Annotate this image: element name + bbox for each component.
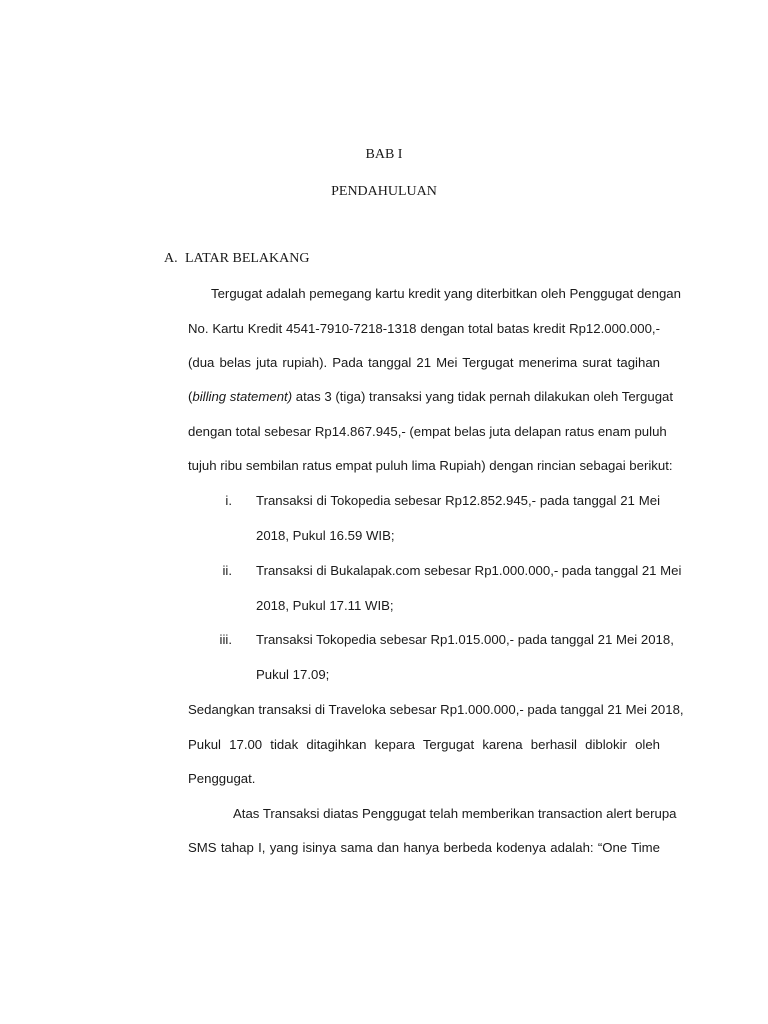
section-letter: A. [164,251,178,266]
item-1-numeral: i. [225,493,232,508]
item-2-numeral: ii. [222,563,232,578]
item-3-line2: Pukul 17.09; [256,667,330,682]
para2-line2: Pukul 17.00 tidak ditagihkan kepara Tergugat karena berhasil diblokir oleh [188,737,660,752]
billing-statement-italic: billing statement) [192,389,293,404]
chapter-title: PENDAHULUAN [331,184,437,199]
item-2-line1: Transaksi di Bukalapak.com sebesar Rp1.000.000,- pada tanggal 21 Mei [256,563,682,578]
para1-line6: tujuh ribu sembilan ratus empat puluh lima Rupiah) dengan rincian sebagai berikut: [188,458,673,473]
item-1-line2: 2018, Pukul 16.59 WIB; [256,528,395,543]
item-1-line1: Transaksi di Tokopedia sebesar Rp12.852.945,- pada tanggal 21 Mei [256,493,660,508]
chapter-number: BAB I [365,147,403,162]
item-3-line1: Transaksi Tokopedia sebesar Rp1.015.000,- pada tanggal 21 Mei 2018, [256,632,674,647]
para2-line3: Penggugat. [188,771,256,786]
para2-line1: Sedangkan transaksi di Traveloka sebesar Rp1.000.000,- pada tanggal 21 Mei 2018, [188,702,684,717]
para3-line1: Atas Transaksi diatas Penggugat telah memberikan transaction alert berupa [233,806,677,821]
para1-line3: (dua belas juta rupiah). Pada tanggal 21 Mei Tergugat menerima surat tagihan [188,355,660,370]
para1-line4-rest: atas 3 (tiga) transaksi yang tidak pernah dilakukan oleh Tergugat [292,389,674,404]
para1-line2: No. Kartu Kredit 4541-7910-7218-1318 dengan total batas kredit Rp12.000.000,- [188,321,660,336]
para1-line4-open: ( [188,389,193,404]
para3-line2: SMS tahap I, yang isinya sama dan hanya berbeda kodenya adalah: “One Time [188,840,660,855]
item-2-line2: 2018, Pukul 17.11 WIB; [256,598,394,613]
para1-line5: dengan total sebesar Rp14.867.945,- (empat belas juta delapan ratus enam puluh [188,424,667,439]
item-3-numeral: iii. [219,632,232,647]
section-title: LATAR BELAKANG [185,251,310,266]
para1-line1: Tergugat adalah pemegang kartu kredit yang diterbitkan oleh Penggugat dengan [211,286,681,301]
para1-line4 [188,389,674,404]
